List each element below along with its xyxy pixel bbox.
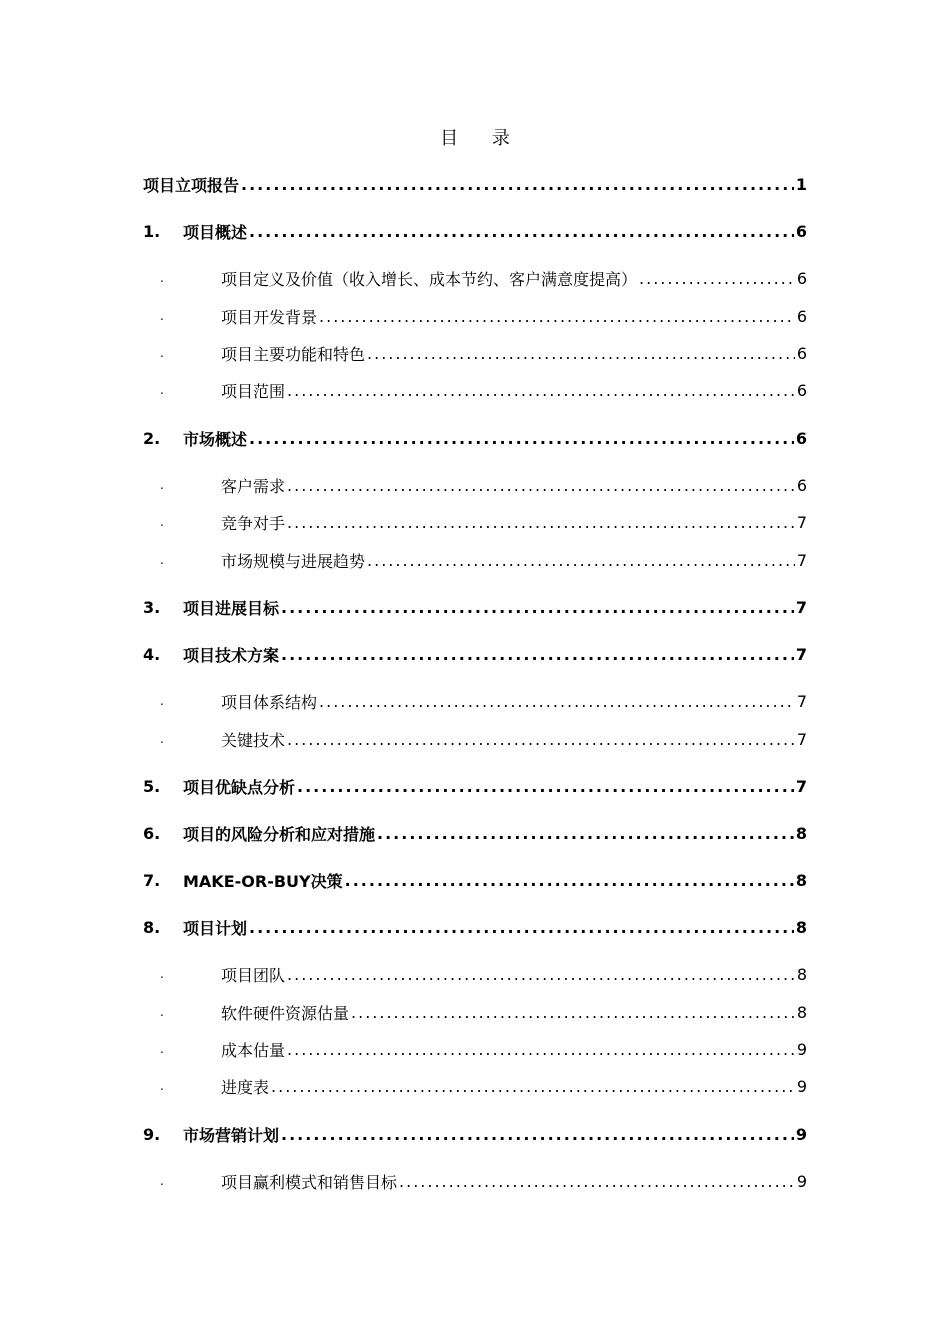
toc-entry[interactable] [143,642,807,666]
toc-entry-text: 项目进展目标 [183,598,280,618]
toc-entry-text: 客户需求 [221,476,286,496]
toc-entry[interactable] [160,1074,807,1098]
leader-dots [297,777,794,796]
leader-dots [287,965,795,984]
toc-entry[interactable] [160,727,807,751]
toc-entry-number: . [160,694,164,708]
leader-dots [249,918,794,937]
leader-dots [281,1125,794,1144]
leader-dots [399,1172,795,1191]
leader-dots [367,551,795,570]
toc-entry-number: . [160,732,164,746]
toc-entry-page: 6 [796,343,807,363]
leader-dots [639,269,795,288]
toc-entry-number: 8. [143,917,161,937]
leader-dots [287,513,795,532]
toc-entry-page: 7 [795,597,807,617]
toc-entry-page: 8 [795,870,807,890]
toc-entry-page: 8 [796,1002,807,1022]
toc-entry-page: 9 [796,1076,807,1096]
toc-entry-number: . [160,271,164,285]
toc-entry[interactable] [160,689,807,713]
leader-dots [271,1077,795,1096]
toc-entry-number: . [160,1174,164,1188]
toc-entry[interactable] [160,378,807,402]
leader-dots [281,645,794,664]
toc-entry-text: 成本估量 [221,1040,286,1060]
toc-entry-number: 5. [143,776,161,796]
leader-dots [287,476,795,495]
toc-entry[interactable] [160,341,807,365]
toc-entry-number: . [160,553,164,567]
toc-entry[interactable] [143,774,807,798]
toc-entry[interactable] [143,426,807,450]
toc-entry-page: 9 [796,1039,807,1059]
leader-dots [377,824,794,843]
leader-dots [319,692,795,711]
leader-dots [319,307,795,326]
toc-entry-text: MAKE-OR-BUY决策 [183,871,343,891]
leader-dots [241,175,794,194]
toc-entry-page: 7 [795,644,807,664]
toc-entry[interactable] [160,1037,807,1061]
toc-entry[interactable] [160,1000,807,1024]
toc-entry-page: 9 [795,1124,807,1144]
toc-entry-text: 项目技术方案 [183,645,280,665]
toc-entry[interactable] [143,868,807,892]
toc-entry-number: 9. [143,1124,161,1144]
leader-dots [249,429,794,448]
leader-dots [281,598,794,617]
toc-entry-number: . [160,1042,164,1056]
toc-entry-number: . [160,1005,164,1019]
leader-dots [351,1003,795,1022]
toc-title: 目 录 [440,128,524,149]
toc-entry-number: 7. [143,870,161,890]
toc-entry-text: 竞争对手 [221,513,286,533]
toc-entry[interactable] [160,548,807,572]
toc-entry-number: 4. [143,644,161,664]
leader-dots [249,222,794,241]
toc-entry[interactable] [160,473,807,497]
leader-dots [345,871,794,890]
toc-entry-number: . [160,309,164,323]
leader-dots [287,381,795,400]
toc-entry-text: 项目优缺点分析 [183,777,296,797]
toc-entry-page: 6 [795,221,807,241]
toc-entry[interactable] [160,304,807,328]
toc-entry[interactable] [160,962,807,986]
toc-entry-text: 市场营销计划 [183,1125,280,1145]
leader-dots [287,1040,795,1059]
toc-entry-text: 项目立项报告 [143,175,240,195]
toc-entry-text: 项目赢利模式和销售目标 [221,1172,398,1192]
toc-entry-text: 项目团队 [221,965,286,985]
toc-entry-number: . [160,1079,164,1093]
toc-entry-text: 市场规模与进展趋势 [221,551,366,571]
toc-entry[interactable] [160,1169,807,1193]
toc-entry-page: 1 [795,174,807,194]
toc-entry-number: 3. [143,597,161,617]
toc-entry-page: 8 [796,964,807,984]
toc-entry-number: . [160,346,164,360]
toc-entry-text: 项目概述 [183,222,248,242]
toc-entry[interactable] [143,1122,807,1146]
toc-entry-number: 1. [143,221,161,241]
toc-entry-number: . [160,967,164,981]
toc-entry-text: 项目开发背景 [221,307,318,327]
toc-entry-text: 项目范围 [221,381,286,401]
leader-dots [367,344,795,363]
toc-entry-page: 6 [796,306,807,326]
leader-dots [287,730,795,749]
toc-entry[interactable] [143,219,807,243]
toc-entry-page: 9 [796,1171,807,1191]
toc-entry-number: . [160,515,164,529]
toc-entry-text: 项目体系结构 [221,692,318,712]
toc-entry-text: 关键技术 [221,730,286,750]
toc-entry-text: 项目计划 [183,918,248,938]
toc-entry-number: 2. [143,428,161,448]
toc-entry-text: 市场概述 [183,429,248,449]
toc-entry-text: 进度表 [221,1077,270,1097]
toc-entry[interactable] [143,172,807,196]
toc-entry[interactable] [160,510,807,534]
toc-entry-page: 6 [795,428,807,448]
toc-entry-page: 6 [796,268,807,288]
toc-entry-number: 6. [143,823,161,843]
toc-entry-number: . [160,383,164,397]
toc-entry[interactable] [143,915,807,939]
toc-entry-text: 项目定义及价值（收入增长、成本节约、客户满意度提高） [221,269,638,289]
toc-entry-page: 7 [796,550,807,570]
toc-entry-page: 6 [796,475,807,495]
toc-entry[interactable] [160,266,807,290]
toc-entry[interactable] [143,595,807,619]
toc-entry[interactable] [143,821,807,845]
toc-entry-text: 软件硬件资源估量 [221,1003,350,1023]
toc-entry-page: 8 [795,823,807,843]
toc-entry-page: 7 [796,729,807,749]
toc-entry-page: 7 [795,776,807,796]
toc-entry-page: 6 [796,380,807,400]
toc-entry-page: 8 [795,917,807,937]
toc-entry-page: 7 [796,691,807,711]
toc-entry-number: . [160,478,164,492]
toc-entry-text: 项目主要功能和特色 [221,344,366,364]
toc-entry-page: 7 [796,512,807,532]
toc-entry-text: 项目的风险分析和应对措施 [183,824,376,844]
